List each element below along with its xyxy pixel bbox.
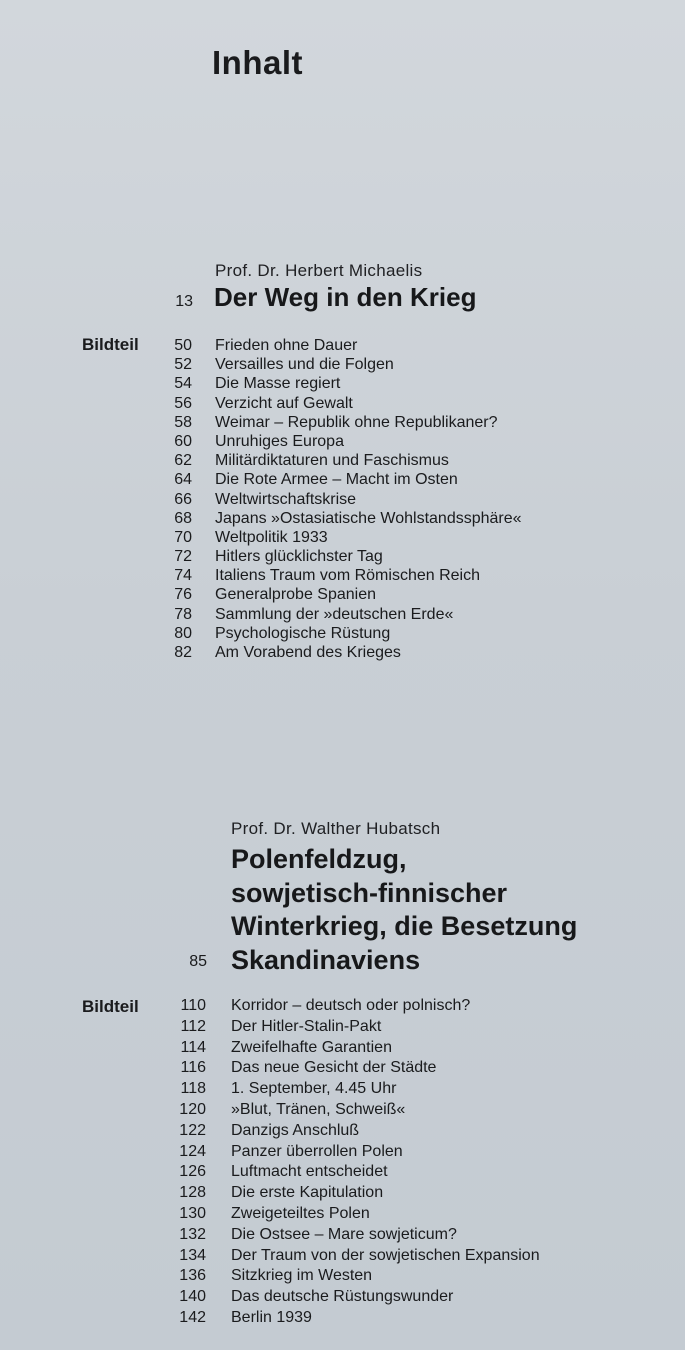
toc-entry bbox=[160, 1039, 540, 1060]
chapter-title bbox=[231, 843, 671, 977]
toc-entry-page: 68 bbox=[174, 509, 192, 527]
toc-entry bbox=[160, 997, 540, 1018]
chapter-author: Prof. Dr. Herbert Michaelis bbox=[215, 261, 423, 280]
toc-entry-page: 128 bbox=[179, 1184, 206, 1202]
toc-entry-title: Unruhiges Europa bbox=[215, 432, 344, 450]
toc-entry-title: Der Hitler-Stalin-Pakt bbox=[231, 1017, 382, 1035]
toc-entry bbox=[150, 644, 522, 663]
toc-entry bbox=[160, 1059, 540, 1080]
toc-entry-title: Die Rote Armee – Macht im Osten bbox=[215, 471, 458, 489]
toc-entry bbox=[150, 625, 522, 644]
toc-entry-title: Zweifelhafte Garantien bbox=[231, 1038, 392, 1056]
toc-entry-page: 52 bbox=[174, 356, 192, 374]
chapter-title-line: Winterkrieg, die Besetzung bbox=[231, 911, 578, 941]
toc-entry-page: 82 bbox=[174, 644, 192, 661]
toc-entry bbox=[150, 606, 522, 625]
toc-entry-title: Die erste Kapitulation bbox=[231, 1184, 384, 1202]
toc-entry-page: 66 bbox=[174, 490, 192, 508]
chapter-title-line: sowjetisch-finnischer bbox=[231, 877, 508, 908]
toc-entry-title: Am Vorabend des Krieges bbox=[215, 644, 401, 661]
toc-entry-title: Weltwirtschaftskrise bbox=[215, 490, 357, 508]
section-label-bildteil: Bildteil bbox=[82, 335, 139, 354]
toc-entry-title: Die Ostsee – Mare sowjeticum? bbox=[231, 1225, 457, 1243]
toc-entry-page: 136 bbox=[179, 1267, 206, 1285]
toc-entry bbox=[150, 452, 522, 471]
chapter-author: Prof. Dr. Walther Hubatsch bbox=[231, 819, 441, 838]
toc-entry-page: 74 bbox=[174, 567, 192, 585]
toc-entry-title: Weimar – Republik ohne Republikaner? bbox=[215, 413, 498, 431]
toc-entry-title: Panzer überrollen Polen bbox=[231, 1142, 403, 1160]
toc-entry bbox=[150, 491, 522, 510]
toc-entry-title: Sitzkrieg im Westen bbox=[231, 1267, 373, 1285]
toc-entry-title: Zweigeteiltes Polen bbox=[231, 1204, 370, 1222]
toc-entry-title: Verzicht auf Gewalt bbox=[215, 394, 353, 412]
toc-entry-page: 120 bbox=[179, 1100, 206, 1118]
toc-entry-page: 76 bbox=[174, 586, 192, 604]
toc-entry-page: 54 bbox=[174, 375, 192, 393]
page-title: Inhalt bbox=[212, 44, 303, 81]
toc-entry bbox=[150, 529, 522, 548]
toc-entry-page: 130 bbox=[179, 1204, 206, 1222]
toc-entry-page: 126 bbox=[179, 1163, 206, 1181]
toc-entry-page: 118 bbox=[180, 1080, 206, 1098]
toc-entry bbox=[160, 1205, 540, 1226]
toc-entry-title: Sammlung der »deutschen Erde« bbox=[215, 605, 454, 623]
toc-entry-title: Berlin 1939 bbox=[231, 1308, 312, 1326]
toc-entry-page: 50 bbox=[174, 337, 192, 354]
toc-entry-page: 122 bbox=[179, 1121, 206, 1139]
toc-list bbox=[160, 997, 540, 1330]
toc-entry-title: Luftmacht entscheidet bbox=[231, 1163, 388, 1181]
toc-entry-title: Militärdiktaturen und Faschismus bbox=[215, 452, 449, 470]
chapter-page-number: 13 bbox=[175, 293, 193, 310]
chapter-page-number: 85 bbox=[189, 953, 207, 970]
toc-entry-title: Japans »Ostasiatische Wohlstandssphäre« bbox=[215, 509, 522, 527]
toc-entry bbox=[160, 1267, 540, 1288]
toc-entry bbox=[160, 1163, 540, 1184]
toc-entry-title: Hitlers glücklichster Tag bbox=[215, 548, 383, 566]
toc-entry bbox=[160, 1143, 540, 1164]
toc-entry-page: 56 bbox=[174, 394, 192, 412]
toc-entry-page: 72 bbox=[174, 548, 192, 566]
toc-entry bbox=[150, 586, 522, 605]
toc-entry-page: 134 bbox=[179, 1246, 206, 1264]
toc-entry bbox=[160, 1080, 540, 1101]
toc-entry bbox=[160, 1288, 540, 1309]
toc-entry-title: »Blut, Tränen, Schweiß« bbox=[231, 1100, 406, 1118]
chapter-title: Der Weg in den Krieg bbox=[214, 282, 477, 312]
toc-entry-page: 60 bbox=[174, 432, 192, 450]
toc-entry bbox=[160, 1247, 540, 1268]
toc-entry bbox=[150, 414, 522, 433]
toc-entry-title: Generalprobe Spanien bbox=[215, 586, 377, 604]
toc-entry-title: 1. September, 4.45 Uhr bbox=[231, 1080, 397, 1098]
toc-entry-page: 116 bbox=[180, 1059, 206, 1077]
toc-entry bbox=[160, 1184, 540, 1205]
toc-entry-page: 78 bbox=[174, 605, 192, 623]
toc-entry bbox=[150, 375, 522, 394]
toc-entry-title: Versailles und die Folgen bbox=[215, 356, 394, 374]
toc-entry-page: 142 bbox=[179, 1308, 206, 1326]
toc-entry bbox=[150, 395, 522, 414]
toc-entry bbox=[150, 471, 522, 490]
toc-entry bbox=[150, 337, 522, 356]
toc-entry-title: Frieden ohne Dauer bbox=[215, 337, 358, 354]
toc-entry bbox=[160, 1018, 540, 1039]
toc-entry bbox=[150, 567, 522, 586]
toc-entry bbox=[150, 510, 522, 529]
toc-entry-page: 112 bbox=[180, 1017, 206, 1035]
toc-entry-title: Der Traum von der sowjetischen Expansion bbox=[231, 1246, 540, 1264]
toc-entry-title: Das neue Gesicht der Städte bbox=[231, 1059, 437, 1077]
toc-entry-page: 70 bbox=[174, 528, 192, 546]
toc-entry-title: Das deutsche Rüstungswunder bbox=[231, 1288, 454, 1306]
chapter-title-line: Skandinaviens bbox=[231, 944, 421, 975]
toc-entry-page: 114 bbox=[180, 1038, 206, 1056]
toc-entry bbox=[160, 1226, 540, 1247]
toc-entry-title: Danzigs Anschluß bbox=[231, 1121, 360, 1139]
toc-entry-page: 132 bbox=[179, 1225, 206, 1243]
toc-entry-title: Italiens Traum vom Römischen Reich bbox=[215, 567, 480, 585]
toc-entry bbox=[150, 548, 522, 567]
toc-entry-title: Weltpolitik 1933 bbox=[215, 528, 328, 546]
chapter-title-line: Polenfeldzug, bbox=[231, 844, 407, 874]
toc-entry-page: 80 bbox=[174, 624, 192, 642]
toc-entry-title: Psychologische Rüstung bbox=[215, 624, 391, 642]
toc-entry bbox=[150, 356, 522, 375]
toc-entry-page: 58 bbox=[174, 413, 192, 431]
toc-entry-page: 62 bbox=[174, 452, 192, 470]
toc-entry bbox=[160, 1122, 540, 1143]
toc-entry bbox=[160, 1309, 540, 1330]
toc-entry-page: 64 bbox=[174, 471, 192, 489]
toc-entry-title: Korridor – deutsch oder polnisch? bbox=[231, 997, 471, 1014]
toc-list bbox=[150, 337, 522, 663]
toc-entry bbox=[160, 1101, 540, 1122]
toc-entry-page: 140 bbox=[179, 1288, 206, 1306]
toc-entry-page: 110 bbox=[180, 997, 206, 1014]
toc-entry bbox=[150, 433, 522, 452]
toc-entry-page: 124 bbox=[179, 1142, 206, 1160]
toc-entry-title: Die Masse regiert bbox=[215, 375, 341, 393]
section-label-bildteil: Bildteil bbox=[82, 997, 139, 1016]
